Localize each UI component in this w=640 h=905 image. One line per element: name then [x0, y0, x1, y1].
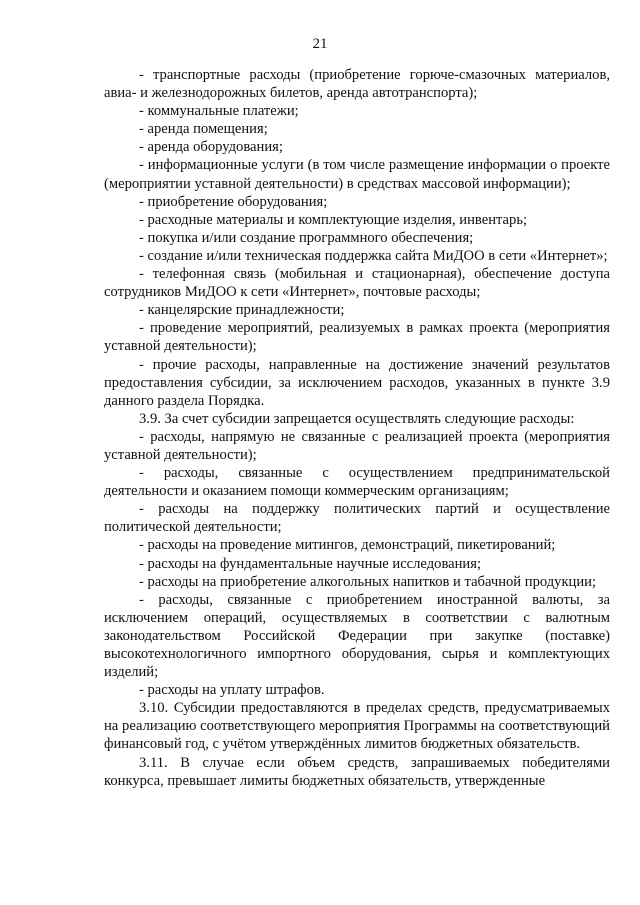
section-3-11-paragraph: 3.11. В случае если объем средств, запрашиваемых победителями конкурса, превышает лимиты бюджетных обязательств, утвержденные	[104, 754, 610, 789]
page-number: 21	[312, 36, 328, 52]
prohibited-item-alcohol-tobacco: - расходы на приобретение алкогольных напитков и табачной продукции;	[139, 573, 597, 590]
section-3-9-heading: 3.9. За счет субсидии запрещается осуществлять следующие расходы:	[139, 410, 575, 427]
expense-item-equipment-purchase: - приобретение оборудования;	[139, 193, 328, 210]
prohibited-item-fundamental-research: - расходы на фундаментальные научные исследования;	[139, 555, 482, 572]
expense-item-software: - покупка и/или создание программного обеспечения;	[139, 229, 474, 246]
prohibited-item-foreign-currency: - расходы, связанные с приобретением иностранной валюты, за исключением операций, осуществляемых в соответствии с валютным законодательством Российской Федерации при закупке (поставке) высокотехнологичного импортного оборудования, сырья и комплектующих изделий;	[104, 591, 610, 681]
expense-item-website: - создание и/или техническая поддержка сайта МиДОО в сети «Интернет»;	[139, 247, 608, 264]
expense-item-equipment-rent: - аренда оборудования;	[139, 139, 283, 156]
prohibited-item-fines: - расходы на уплату штрафов.	[139, 682, 325, 699]
expense-item-other: - прочие расходы, направленные на достижение значений результатов предоставления субсидии, за исключением расходов, указанных в пункте 3.9 данного раздела Порядка.	[104, 356, 610, 409]
expense-item-utilities: - коммунальные платежи;	[139, 103, 299, 120]
expense-item-information-services: - информационные услуги (в том числе размещение информации о проекте (мероприятии уставной деятельности) в средствах массовой информации);	[104, 157, 610, 192]
expense-item-stationery: - канцелярские принадлежности;	[139, 302, 345, 319]
prohibited-item-unrelated: - расходы, напрямую не связанные с реализацией проекта (мероприятия уставной деятельности);	[104, 428, 610, 463]
expense-item-consumables: - расходные материалы и комплектующие изделия, инвентарь;	[139, 211, 528, 228]
expense-item-events: - проведение мероприятий, реализуемых в рамках проекта (мероприятия уставной деятельности);	[104, 320, 610, 355]
expense-item-transport: - транспортные расходы (приобретение горюче-смазочных материалов, авиа- и железнодорожных билетов, аренда автотранспорта);	[104, 67, 610, 102]
document-body	[104, 66, 610, 790]
prohibited-item-rallies: - расходы на проведение митингов, демонстраций, пикетирований;	[139, 537, 556, 554]
expense-item-premises-rent: - аренда помещения;	[139, 121, 268, 138]
expense-item-communications: - телефонная связь (мобильная и стационарная), обеспечение доступа сотрудников МиДОО к сети «Интернет», почтовые расходы;	[104, 266, 610, 301]
prohibited-item-political: - расходы на поддержку политических партий и осуществление политической деятельности;	[104, 501, 610, 536]
section-3-10-paragraph: 3.10. Субсидии предоставляются в пределах средств, предусматриваемых на реализацию соответствующего мероприятия Программы на соответствующий финансовый год, с учётом утверждённых лимитов бюджетных обязательств.	[104, 700, 610, 753]
prohibited-item-commercial: - расходы, связанные с осуществлением предпринимательской деятельности и оказанием помощи коммерческим организациям;	[104, 465, 610, 500]
